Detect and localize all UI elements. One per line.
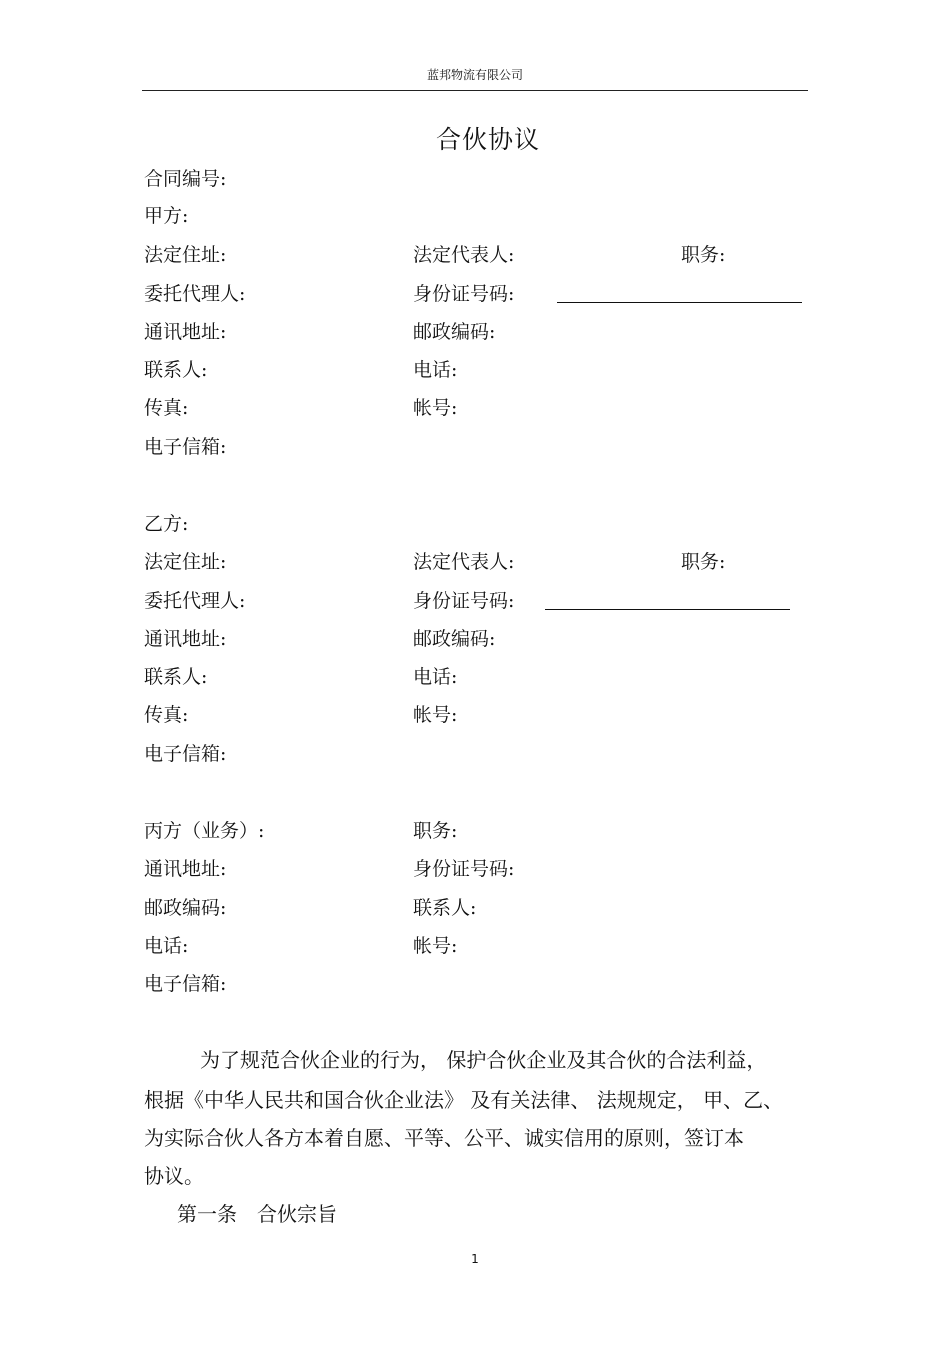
article-1-number: 第一条 (177, 1202, 237, 1226)
party-a-fax-label: 传真: (144, 397, 189, 419)
party-b-fax-label: 传真: (144, 704, 189, 726)
party-a-position-label: 职务: (681, 244, 726, 266)
party-b-contact-label: 联系人: (144, 666, 208, 688)
party-a-phone-label: 电话: (413, 359, 458, 381)
party-a-id-blank-line (557, 302, 802, 303)
party-c-phone-label: 电话: (144, 935, 189, 957)
header-divider (142, 90, 808, 91)
preamble-line-4: 协议。 (144, 1164, 204, 1188)
party-a-address-label: 法定住址: (144, 244, 227, 266)
preamble-line-2: 根据《中华人民共和国合伙企业法》 及有关法律、 法规规定， 甲、乙、 (144, 1088, 784, 1112)
company-name: 蓝邦物流有限公司 (426, 68, 523, 82)
party-c-contact-label: 联系人: (413, 897, 477, 919)
party-a-postcode-label: 邮政编码: (413, 321, 496, 343)
preamble-line-3: 为实际合伙人各方本着自愿、平等、公平、诚实信用的原则，签订本 (144, 1126, 744, 1150)
contract-number-label: 合同编号: (144, 168, 227, 190)
page-number: 1 (471, 1252, 479, 1266)
party-b-phone-label: 电话: (413, 666, 458, 688)
party-b-position-label: 职务: (681, 551, 726, 573)
party-b-address-label: 法定住址: (144, 551, 227, 573)
document-title: 合伙协议 (435, 125, 540, 154)
party-b-postcode-label: 邮政编码: (413, 628, 496, 650)
party-b-id-label: 身份证号码: (413, 590, 515, 612)
party-a-agent-label: 委托代理人: (144, 283, 246, 305)
party-c-account-label: 帐号: (413, 935, 458, 957)
party-b-label: 乙方: (144, 513, 189, 535)
party-a-contact-label: 联系人: (144, 359, 208, 381)
party-c-email-label: 电子信箱: (144, 973, 227, 995)
party-a-mail-address-label: 通讯地址: (144, 321, 227, 343)
party-b-account-label: 帐号: (413, 704, 458, 726)
party-a-id-label: 身份证号码: (413, 283, 515, 305)
party-b-legal-rep-label: 法定代表人: (413, 551, 515, 573)
party-c-mail-address-label: 通讯地址: (144, 858, 227, 880)
party-b-id-blank-line (545, 609, 790, 610)
party-b-agent-label: 委托代理人: (144, 590, 246, 612)
party-c-id-label: 身份证号码: (413, 858, 515, 880)
party-c-position-label: 职务: (413, 820, 458, 842)
party-b-email-label: 电子信箱: (144, 743, 227, 765)
party-a-email-label: 电子信箱: (144, 436, 227, 458)
party-b-mail-address-label: 通讯地址: (144, 628, 227, 650)
party-a-label: 甲方: (144, 205, 189, 227)
party-a-account-label: 帐号: (413, 397, 458, 419)
party-c-postcode-label: 邮政编码: (144, 897, 227, 919)
party-c-label: 丙方（业务）: (144, 820, 265, 842)
article-1-title: 合伙宗旨 (257, 1202, 337, 1226)
preamble-line-1: 为了规范合伙企业的行为， 保护合伙企业及其合伙的合法利益， (200, 1048, 767, 1072)
party-a-legal-rep-label: 法定代表人: (413, 244, 515, 266)
